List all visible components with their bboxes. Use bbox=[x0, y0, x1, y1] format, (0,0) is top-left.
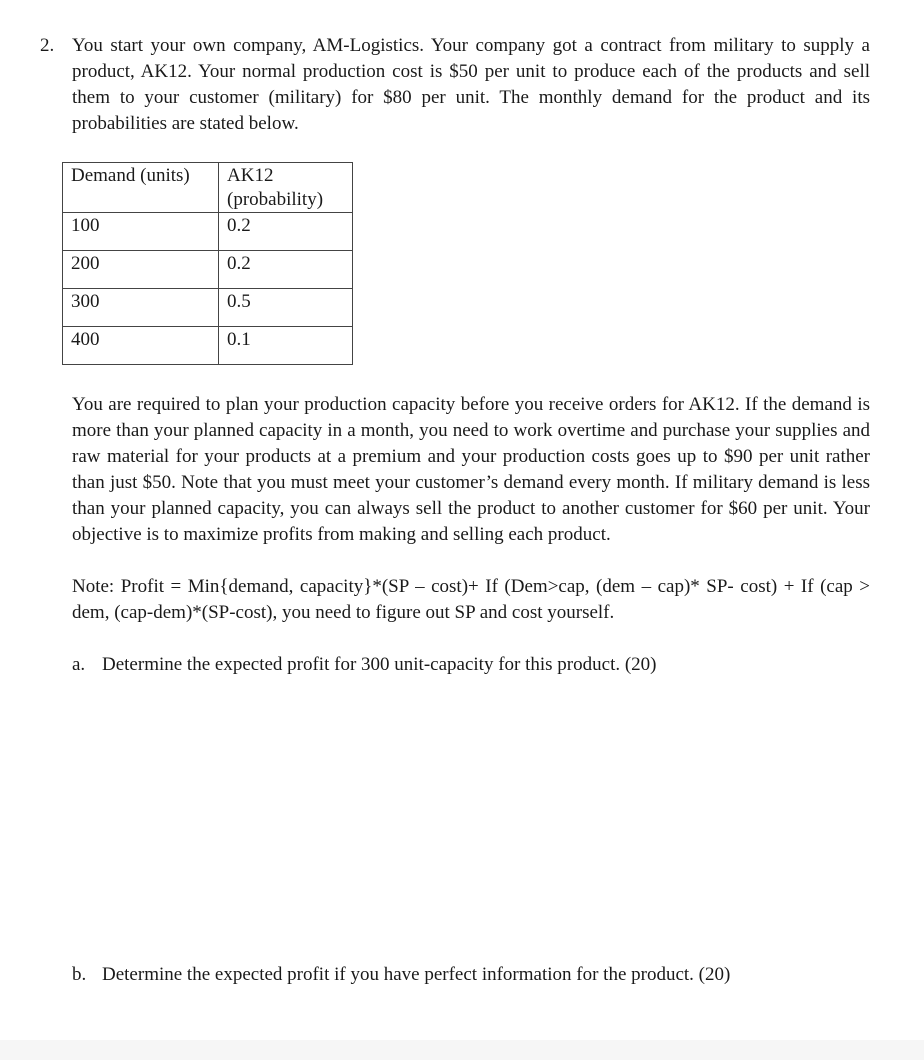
probability-cell: 0.2 bbox=[219, 213, 353, 251]
probability-cell: 0.1 bbox=[219, 327, 353, 365]
table-row bbox=[63, 213, 353, 251]
part-b-label: b. bbox=[72, 964, 87, 985]
probability-cell: 0.2 bbox=[219, 251, 353, 289]
part-a-text: Determine the expected profit for 300 unit-capacity for this product. (20) bbox=[102, 654, 657, 675]
table-row bbox=[63, 251, 353, 289]
header-demand: Demand (units) bbox=[63, 163, 219, 213]
part-a bbox=[72, 652, 657, 678]
page-bottom-margin bbox=[0, 1040, 924, 1060]
demand-cell: 400 bbox=[63, 327, 219, 365]
table-row bbox=[63, 327, 353, 365]
question-number: 2. bbox=[40, 35, 55, 56]
part-a-label: a. bbox=[72, 654, 86, 675]
part-b-text: Determine the expected profit if you have perfect information for the product. (20) bbox=[102, 964, 731, 985]
demand-cell: 300 bbox=[63, 289, 219, 327]
table-row bbox=[63, 289, 353, 327]
part-b bbox=[72, 962, 730, 988]
demand-cell: 100 bbox=[63, 213, 219, 251]
note-paragraph: Note: Profit = Min{demand, capacity}*(SP – cost)+ If (Dem>cap, (dem – cap)* SP- cost) + If (cap > dem, (cap-dem)*(SP-cost), you need to figure out SP and cost yourself. bbox=[72, 576, 870, 623]
demand-cell: 200 bbox=[63, 251, 219, 289]
probability-cell: 0.5 bbox=[219, 289, 353, 327]
question-intro: You start your own company, AM-Logistics. Your company got a contract from military to supply a product, AK12. Your normal production cost is $50 per unit to produce each of the products and sell them to your customer (military) for $80 per unit. The monthly demand for the product and its probabilities are stated below. bbox=[72, 35, 870, 134]
body-paragraph: You are required to plan your production capacity before you receive orders for AK12. If the demand is more than your planned capacity in a month, you need to work overtime and purchase your supplies and raw material for your products at a premium and your production costs goes up to $90 per unit rather than just $50. Note that you must meet your customer’s demand every month. If military demand is less than your planned capacity, you can always sell the product to another customer for $60 per unit. Your objective is to maximize profits from making and selling each product. bbox=[72, 394, 870, 545]
header-probability: AK12 (probability) bbox=[219, 163, 353, 213]
table-header-row bbox=[63, 163, 353, 213]
demand-probability-table bbox=[62, 162, 353, 365]
